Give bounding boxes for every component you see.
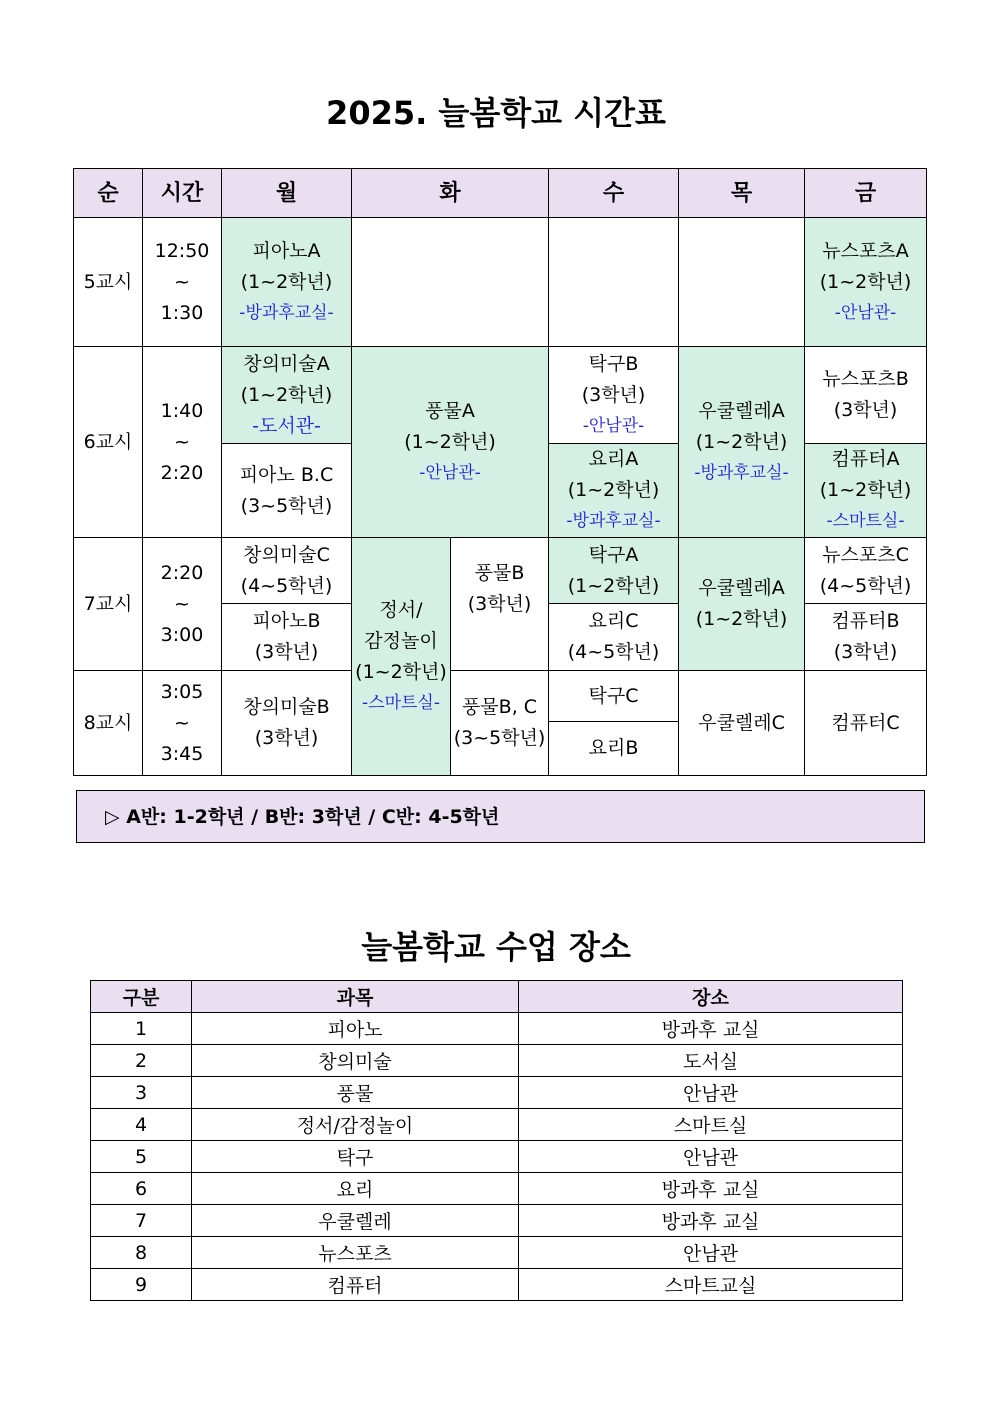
table-cell: 안남관 [519, 1237, 903, 1269]
period-7-row [74, 538, 927, 604]
class-cell: 요리A (1~2학년) -방과후교실- [549, 444, 679, 538]
table-cell: 5 [91, 1141, 192, 1173]
header-fri: 금 [805, 169, 927, 218]
class-cell: 우쿨렐레C [679, 671, 805, 776]
places-header: 장소 [519, 981, 903, 1013]
class-cell: 피아노A (1~2학년) -방과후교실- [222, 218, 352, 347]
header-tue: 화 [352, 169, 549, 218]
table-cell: 컴퓨터 [192, 1269, 519, 1301]
class-cell: 탁구A (1~2학년) [549, 538, 679, 604]
table-cell: 우쿨렐레 [192, 1205, 519, 1237]
places-table [90, 980, 903, 1301]
table-row [91, 1269, 903, 1301]
class-cell: 요리B [549, 722, 679, 776]
table-row [91, 1045, 903, 1077]
table-row [91, 1173, 903, 1205]
class-cell: 창의미술A (1~2학년) -도서관- [222, 347, 352, 444]
period-label: 6교시 [74, 347, 143, 538]
class-cell: 뉴스포츠C (4~5학년) [805, 538, 927, 604]
table-cell: 4 [91, 1109, 192, 1141]
table-row [91, 1109, 903, 1141]
class-cell: 풍물B, C (3~5학년) [451, 671, 549, 776]
class-cell: 컴퓨터C [805, 671, 927, 776]
class-cell: 컴퓨터A (1~2학년) -스마트실- [805, 444, 927, 538]
header-thu: 목 [679, 169, 805, 218]
table-cell: 뉴스포츠 [192, 1237, 519, 1269]
table-cell: 피아노 [192, 1013, 519, 1045]
period-label: 5교시 [74, 218, 143, 347]
timetable [73, 168, 927, 776]
table-cell: 3 [91, 1077, 192, 1109]
class-cell: 탁구C [549, 671, 679, 722]
period-5-row [74, 218, 927, 347]
empty-cell [549, 218, 679, 347]
table-cell: 창의미술 [192, 1045, 519, 1077]
class-cell: 요리C (4~5학년) [549, 604, 679, 671]
table-cell: 방과후 교실 [519, 1173, 903, 1205]
class-cell: 우쿨렐레A (1~2학년) [679, 538, 805, 671]
empty-cell [679, 218, 805, 347]
places-title: 늘봄학교 수업 장소 [361, 928, 631, 966]
period-time: 2:20 ~ 3:00 [143, 538, 222, 671]
table-row [91, 1205, 903, 1237]
class-cell: 창의미술C (4~5학년) [222, 538, 352, 604]
class-cell: 창의미술B (3학년) [222, 671, 352, 776]
header-order: 순 [74, 169, 143, 218]
table-cell: 8 [91, 1237, 192, 1269]
class-group-note: ▷ A반: 1-2학년 / B반: 3학년 / C반: 4-5학년 [76, 790, 925, 843]
header-time: 시간 [143, 169, 222, 218]
period-time: 1:40 ~ 2:20 [143, 347, 222, 538]
empty-cell [352, 218, 549, 347]
table-row [91, 1013, 903, 1045]
class-cell: 우쿨렐레A (1~2학년) -방과후교실- [679, 347, 805, 538]
table-row [91, 1237, 903, 1269]
table-cell: 스마트실 [519, 1109, 903, 1141]
table-row [91, 1141, 903, 1173]
table-cell: 6 [91, 1173, 192, 1205]
table-cell: 7 [91, 1205, 192, 1237]
places-header-row [91, 981, 903, 1013]
timetable-header-row [74, 169, 927, 218]
class-cell: 피아노B (3학년) [222, 604, 352, 671]
class-cell: 정서/ 감정놀이 (1~2학년) -스마트실- [352, 538, 451, 776]
header-wed: 수 [549, 169, 679, 218]
class-cell: 탁구B (3학년) -안남관- [549, 347, 679, 444]
class-cell: 뉴스포츠B (3학년) [805, 347, 927, 444]
table-cell: 탁구 [192, 1141, 519, 1173]
table-cell: 방과후 교실 [519, 1013, 903, 1045]
table-cell: 요리 [192, 1173, 519, 1205]
class-cell: 풍물A (1~2학년) -안남관- [352, 347, 549, 538]
period-8-row [74, 671, 927, 722]
period-6-row [74, 347, 927, 444]
period-label: 7교시 [74, 538, 143, 671]
places-header: 과목 [192, 981, 519, 1013]
period-time: 3:05 ~ 3:45 [143, 671, 222, 776]
table-cell: 안남관 [519, 1141, 903, 1173]
class-cell: 컴퓨터B (3학년) [805, 604, 927, 671]
table-cell: 스마트교실 [519, 1269, 903, 1301]
table-cell: 1 [91, 1013, 192, 1045]
table-cell: 2 [91, 1045, 192, 1077]
table-cell: 9 [91, 1269, 192, 1301]
period-time: 12:50 ~ 1:30 [143, 218, 222, 347]
table-cell: 방과후 교실 [519, 1205, 903, 1237]
table-cell: 안남관 [519, 1077, 903, 1109]
class-cell: 뉴스포츠A (1~2학년) -안남관- [805, 218, 927, 347]
table-cell: 도서실 [519, 1045, 903, 1077]
period-label: 8교시 [74, 671, 143, 776]
class-cell: 피아노 B.C (3~5학년) [222, 444, 352, 538]
table-row [91, 1077, 903, 1109]
table-cell: 정서/감정놀이 [192, 1109, 519, 1141]
table-cell: 풍물 [192, 1077, 519, 1109]
class-cell: 풍물B (3학년) [451, 538, 549, 671]
page-title: 2025. 늘봄학교 시간표 [326, 94, 666, 132]
places-header: 구분 [91, 981, 192, 1013]
header-mon: 월 [222, 169, 352, 218]
